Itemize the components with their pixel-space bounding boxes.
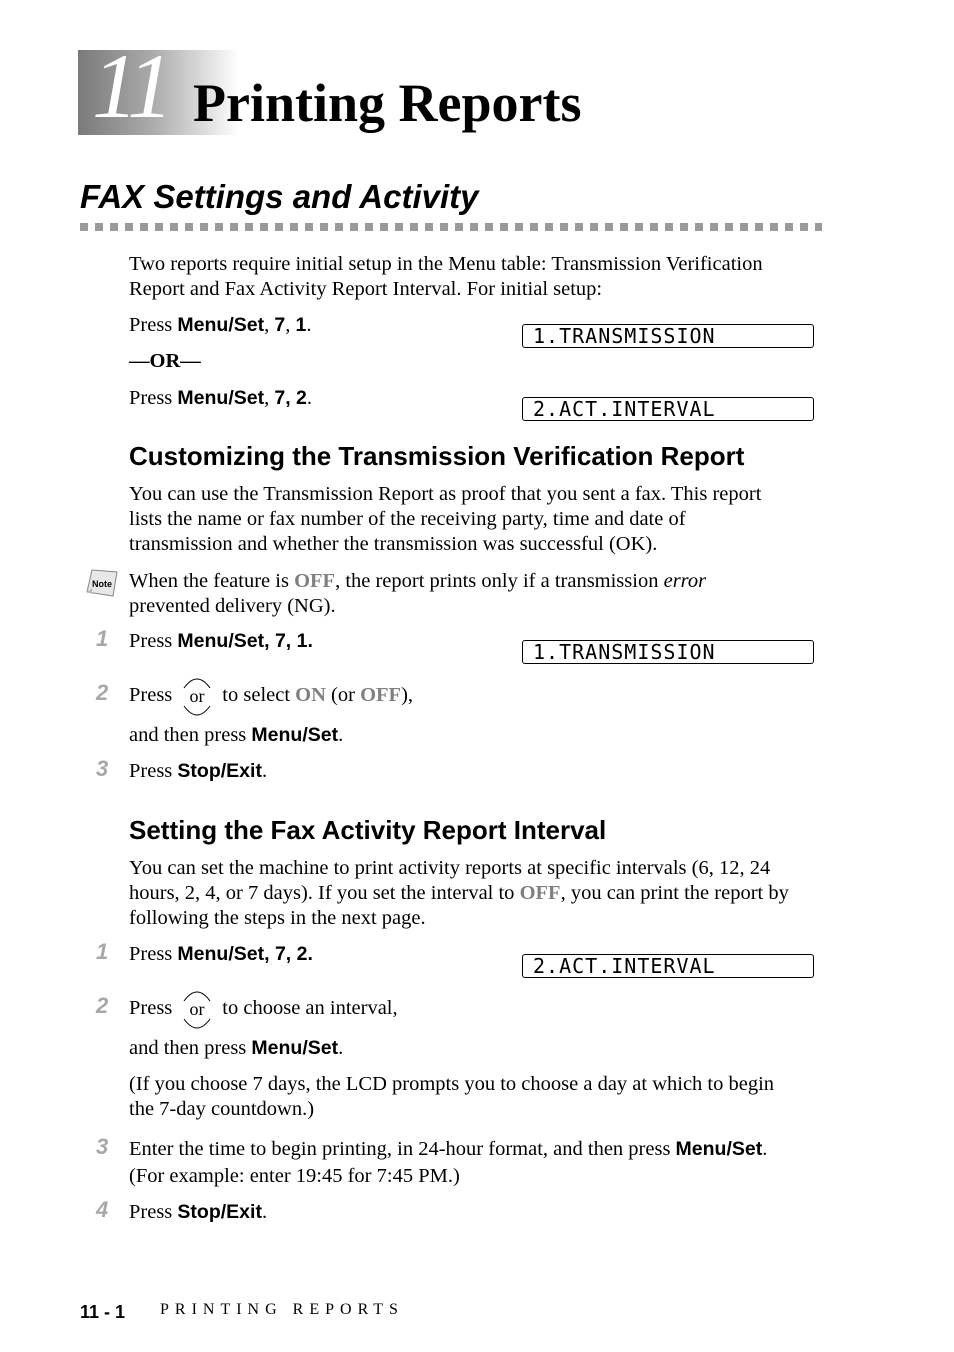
step-text: Press Menu/Set, 7, 2. <box>129 943 313 965</box>
press-line-1: Press Menu/Set, 7, 1. <box>129 314 312 336</box>
step-text: Press Stop/Exit. <box>129 1201 268 1223</box>
step-text: Press Stop/Exit. <box>129 760 268 782</box>
intro-line-1: Two reports require initial setup in the Menu table: Transmission Verification <box>129 253 763 275</box>
body-line: lists the name or fax number of the receiving party, time and date of <box>129 508 686 530</box>
step-text-cont: (For example: enter 19:45 for 7:45 PM.) <box>129 1165 460 1187</box>
note-line-1: When the feature is OFF, the report prints only if a transmission error <box>129 570 707 592</box>
subsection-title: Customizing the Transmission Verification Report <box>129 441 745 471</box>
step-number: 3 <box>96 756 109 781</box>
step-note-line: the 7-day countdown.) <box>129 1098 315 1120</box>
step-number: 2 <box>96 680 109 705</box>
subsection-title: Setting the Fax Activity Report Interval <box>129 815 607 845</box>
or-divider: —OR— <box>129 350 201 372</box>
section-title: FAX Settings and Activity <box>80 178 479 215</box>
step-text: Press or to choose an interval, <box>129 984 398 1033</box>
up-down-arrow-icon <box>180 672 214 720</box>
off-value: OFF <box>294 570 336 592</box>
step-number: 4 <box>96 1197 109 1222</box>
step-number: 3 <box>96 1134 109 1159</box>
note-line-2: prevented delivery (NG). <box>129 595 336 617</box>
running-footer-title: PRINTING REPORTS <box>160 1301 404 1318</box>
step-note-line: (If you choose 7 days, the LCD prompts you to choose a day at which to begin <box>129 1073 775 1095</box>
body-line: You can use the Transmission Report as proof that you sent a fax. This report <box>129 483 762 505</box>
off-value: OFF <box>519 882 561 904</box>
note-icon <box>86 568 118 598</box>
up-down-arrow-icon <box>180 985 214 1033</box>
body-line: hours, 2, 4, or 7 days). If you set the interval to OFF, you can print the report by <box>129 882 789 904</box>
lcd-display: 1.TRANSMISSION <box>522 640 814 664</box>
body-line: following the steps in the next page. <box>129 907 426 929</box>
note-icon-label: Note <box>92 579 112 589</box>
chapter-title: Printing Reports <box>193 73 582 133</box>
intro-line-2: Report and Fax Activity Report Interval. For initial setup: <box>129 278 603 300</box>
step-text: Press or to select ON (or OFF), <box>129 671 413 720</box>
or-label: or <box>189 686 205 707</box>
off-value: OFF <box>360 684 402 706</box>
step-text-cont: and then press Menu/Set. <box>129 1037 344 1059</box>
on-value: ON <box>295 684 326 706</box>
step-text-cont: and then press Menu/Set. <box>129 724 344 746</box>
step-text: Enter the time to begin printing, in 24-hour format, and then press Menu/Set. <box>129 1138 768 1160</box>
press-line-2: Press Menu/Set, 7, 2. <box>129 387 313 409</box>
set-key: Set <box>233 314 265 336</box>
menu-key: Menu <box>177 314 229 336</box>
lcd-display: 2.ACT.INTERVAL <box>522 397 814 421</box>
step-number: 1 <box>96 939 109 964</box>
chapter-number: 11 <box>92 35 170 137</box>
lcd-display: 2.ACT.INTERVAL <box>522 954 814 978</box>
step-text: Press Menu/Set, 7, 1. <box>129 630 313 652</box>
step-number: 2 <box>96 993 109 1018</box>
section-divider <box>80 223 822 231</box>
lcd-display: 1.TRANSMISSION <box>522 324 814 348</box>
step-number: 1 <box>96 626 109 651</box>
or-label: or <box>189 999 205 1020</box>
body-line: You can set the machine to print activity reports at specific intervals (6, 12, 24 <box>129 857 771 879</box>
page-number: 11 - 1 <box>80 1302 126 1322</box>
body-line: transmission and whether the transmission was successful (OK). <box>129 533 658 555</box>
